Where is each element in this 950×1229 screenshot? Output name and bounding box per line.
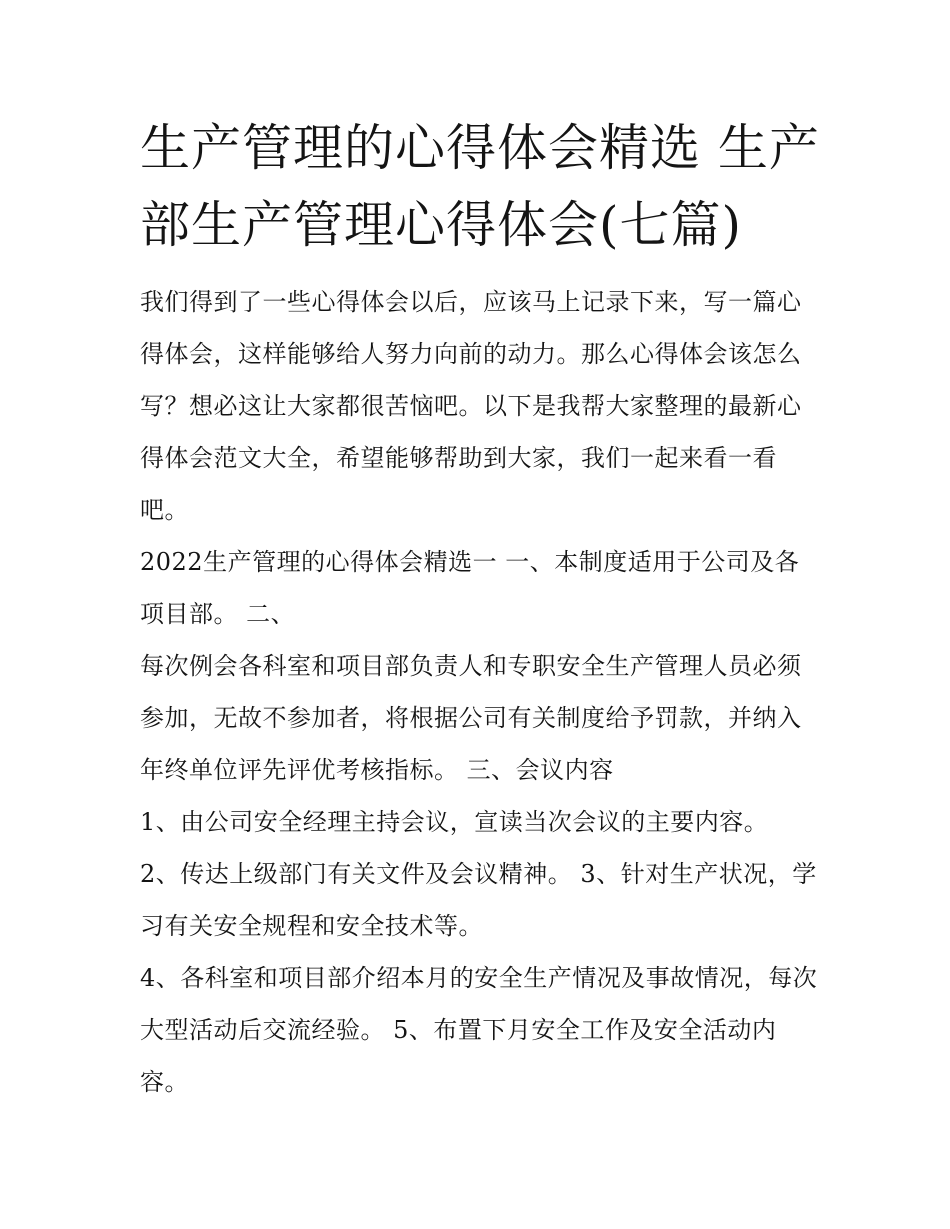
item-1-paragraph [140, 796, 820, 848]
clause-1: 一、本制度适用于公司及各项目部。 [140, 548, 800, 628]
clause-2-marker: 二、 [246, 600, 296, 628]
item-5-text: 5、布置下月安全工作及安全活动内容。 [140, 1016, 777, 1096]
item-4-text: 4、各科室和项目部介绍本月的安全生产情况及事故情况，每次大型活动后交流经验。 [140, 964, 818, 1044]
document-title: 生产管理的心得体会精选 生产部生产管理心得体会(七篇) [140, 119, 820, 254]
item-3-text: 3、针对生产状况，学习有关安全规程和安全技术等。 [140, 860, 817, 940]
item-1-text: 1、由公司安全经理主持会议，宣读当次会议的主要内容。 [140, 808, 769, 836]
intro-text: 我们得到了一些心得体会以后，应该马上记录下来，写一篇心得体会，这样能够给人努力向前的动力。那么心得体会该怎么写？想必这让大家都很苦恼吧。以下是我帮大家整理的最新心得体会范文大全，希望能够帮助到大家，我们一起来看一看吧。 [140, 288, 802, 524]
item-2-text: 2、传达上级部门有关文件及会议精神。 [140, 860, 573, 888]
clause-3-heading: 三、会议内容 [466, 756, 614, 784]
section-heading: 2022生产管理的心得体会精选一 [140, 548, 498, 576]
item-4-5-paragraph [140, 952, 820, 1108]
intro-paragraph [140, 276, 820, 536]
clause-2-paragraph [140, 640, 820, 796]
clause-2-text: 每次例会各科室和项目部负责人和专职安全生产管理人员必须参加，无故不参加者，将根据公司有关制度给予罚款，并纳入年终单位评先评优考核指标。 [140, 652, 802, 784]
document-body [140, 110, 820, 1108]
section-heading-paragraph [140, 536, 820, 640]
item-2-3-paragraph [140, 848, 820, 952]
